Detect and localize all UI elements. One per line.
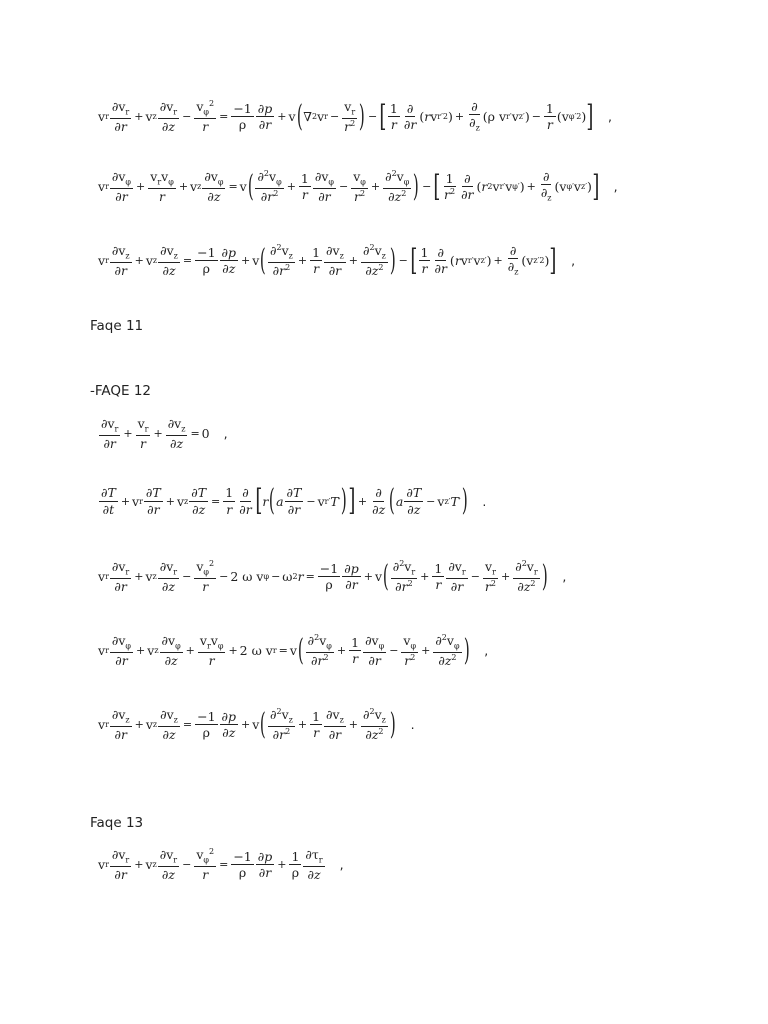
equation-energy: $\frac{\partial T}{\partial t}$ + v r $\frac{\partial T}{\partial r}$ + v z $\frac{\partial T}{\partial z}$ = $\frac{1}{r}$ $\frac{\partial}{\partial r}$ [ r ( a $\frac{\partial T}{\partial r}$ − v r ′ T ′ ) ] + $\frac{\partial}{\partial z}$ ( a $\frac{\partial T}{\partial z}$ − v z ′ T ′ ) . <box>101 483 487 518</box>
section-label-faqe-11: Faqe 11 <box>90 318 144 334</box>
equation-rotating-azimuthal: v r $\frac{\partial v_\varphi}{\partial r}$ + v z $\frac{\partial v_\varphi}{\partial z}$ + $\frac{v_rv_\varphi}{r}$ + 2 ω v r = v ( $\frac{\partial^2v_\varphi}{\partial r^2}$ + $\frac{1}{r}$ $\frac{\partial v_\varphi}{\partial r}$ − $\frac{v_\varphi}{r^2}$ + $\frac{\partial^2v_\varphi}{\partial z^2}$ ) , <box>98 632 489 669</box>
equation-continuity: $\frac{\partial v_r}{\partial r}$ + $\frac{v_r}{r}$ + $\frac{\partial v_z}{\partial z}$ = 0 , <box>101 416 228 451</box>
section-label-faqe-12: -FAQE 12 <box>90 383 152 399</box>
equation-azimuthal-momentum-turbulent: v r $\frac{\partial v_\varphi}{\partial r}$ + $\frac{v_rv_\varphi}{r}$ + v z $\frac{\partial v_\varphi}{\partial z}$ = v ( $\frac{\partial^2v_\varphi}{\partial r^2}$ + $\frac{1}{r}$ $\frac{\partial v_\varphi}{\partial r}$ − $\frac{v_\varphi}{r^2}$ + $\frac{\partial^2v_\varphi}{\partial z^2}$ ) − [ $\frac{1}{r^2}$ $\frac{\partial}{\partial r}$ ( r 2 v r ′ v φ ′ ) + $\frac{\partial}{\partial_z}$ (v φ ′ v z ′ ) ] , <box>98 168 618 205</box>
equation-axial-momentum-turbulent: v r $\frac{\partial v_z}{\partial r}$ + v z $\frac{\partial v_z}{\partial z}$ = $\frac{-1}{\rho}$ $\frac{\partial p}{\partial z}$ + v ( $\frac{\partial^2v_z}{\partial r^2}$ + $\frac{1}{r}$ $\frac{\partial v_z}{\partial r}$ + $\frac{\partial^2v_z}{\partial z^2}$ ) − [ $\frac{1}{r}$ $\frac{\partial}{\partial r}$ ( r v r ′ v z ′ ) + $\frac{\partial}{\partial_z}$ (v z ′2 ) ] , <box>98 242 576 279</box>
section-label-faqe-13: Faqe 13 <box>90 815 144 831</box>
equation-rotating-radial: v r $\frac{\partial v_r}{\partial r}$ + v z $\frac{\partial v_r}{\partial z}$ − $\frac{v_\varphi^2}{r}$ − 2 ω v φ − ω 2 r = $\frac{-1}{\rho}$ $\frac{\partial p}{\partial r}$ + v ( $\frac{\partial^2v_r}{\partial r^2}$ + $\frac{1}{r}$ $\frac{\partial v_r}{\partial r}$ − $\frac{v_r}{r^2}$ + $\frac{\partial^2v_r}{\partial z^2}$ ) , <box>98 558 567 595</box>
equation-radial-momentum-turbulent: v r $\frac{\partial v_r}{\partial r}$ + v z $\frac{\partial v_r}{\partial z}$ − $\frac{v_\varphi^2}{r}$ = $\frac{-1}{\rho}$ $\frac{\partial p}{\partial r}$ + v ( ∇ 2 v r − $\frac{v_r}{r^2}$ ) − [ $\frac{1}{r}$ $\frac{\partial}{\partial r}$ ( r v r ′2 ) + $\frac{\partial}{\partial_z}$ (ρ v r ′ v z ′ ) − $\frac{1}{r}$ (v φ ′2 ) ] , <box>98 98 612 135</box>
equation-rotating-axial: v r $\frac{\partial v_z}{\partial r}$ + v z $\frac{\partial v_z}{\partial z}$ = $\frac{-1}{\rho}$ $\frac{\partial p}{\partial z}$ + v ( $\frac{\partial^2v_z}{\partial r^2}$ + $\frac{1}{r}$ $\frac{\partial v_z}{\partial r}$ + $\frac{\partial^2v_z}{\partial z^2}$ ) . <box>98 706 415 743</box>
equation-shear-stress: v r $\frac{\partial v_r}{\partial r}$ + v z $\frac{\partial v_r}{\partial z}$ − $\frac{v_\varphi^2}{r}$ = $\frac{-1}{\rho}$ $\frac{\partial p}{\partial r}$ + $\frac{1}{\rho}$ $\frac{\partial\tau_r}{\partial z}$ , <box>98 847 344 883</box>
